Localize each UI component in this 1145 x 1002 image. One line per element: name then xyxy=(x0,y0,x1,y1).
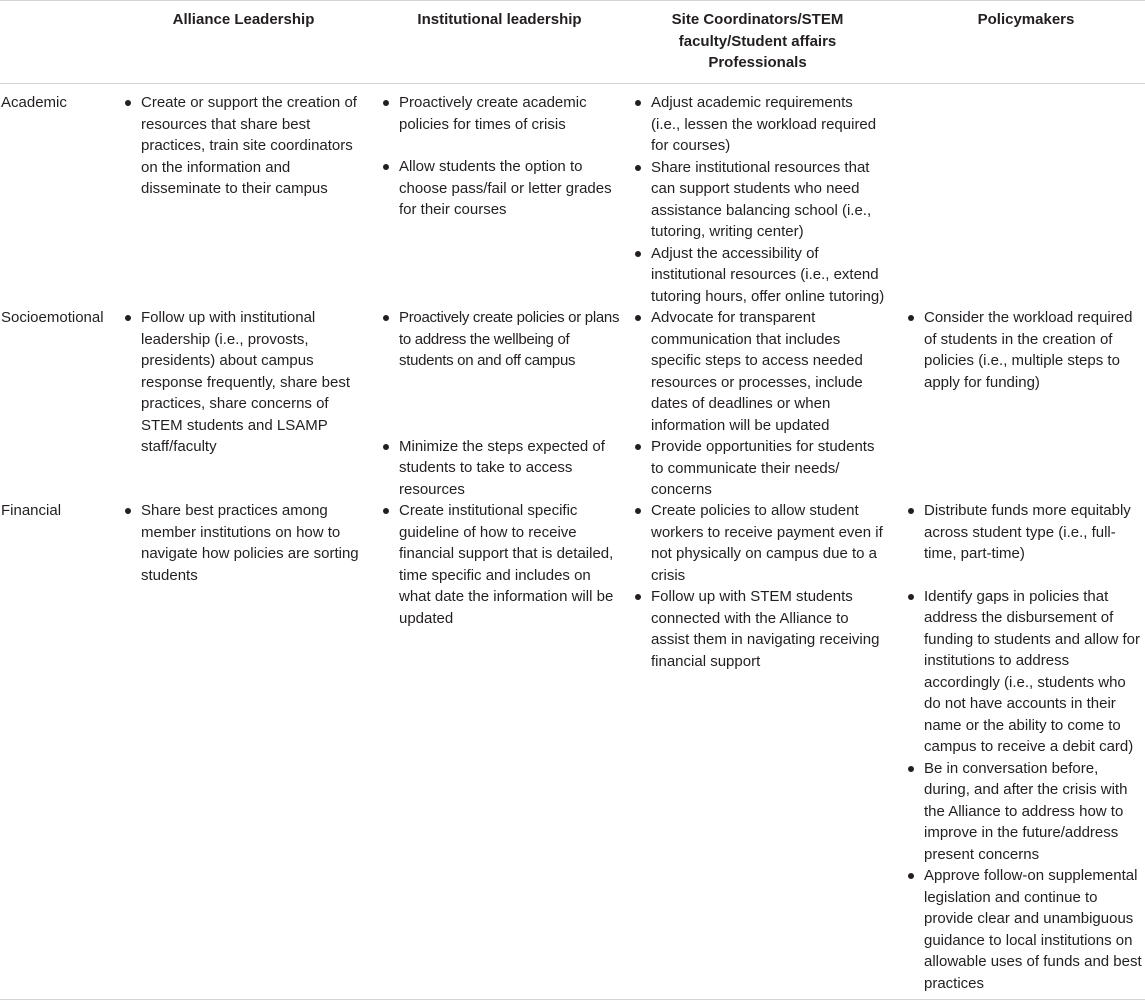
list-item: Proactively create academic policies for times of crisis xyxy=(382,92,622,135)
cell-academic-institutional xyxy=(382,92,622,221)
list-item: Share institutional resources that can support students who need assistance balancing school (i.e., tutoring, writing center) xyxy=(634,157,892,243)
cell-financial-alliance xyxy=(124,500,369,586)
cell-financial-site xyxy=(634,500,884,672)
header-alliance-leadership: Alliance Leadership xyxy=(172,11,315,28)
cell-academic-alliance xyxy=(124,92,369,200)
list-item: Be in conversation before, during, and after the crisis with the Alliance to address how to improve in the future/address present concerns xyxy=(907,758,1145,866)
header-institutional-leadership: Institutional leadership xyxy=(417,11,582,28)
header-site-coordinators: Site Coordinators/STEM faculty/Student affairs Professionals xyxy=(671,11,844,71)
list-item: Approve follow-on supplemental legislation and continue to provide clear and unambiguous guidance to local institutions on allowable uses of funds and best practices xyxy=(907,865,1145,994)
list-item: Adjust academic requirements (i.e., lessen the workload required for courses) xyxy=(634,92,892,157)
list-item: Proactively create policies or plans to address the wellbeing of students on and off campus xyxy=(382,307,624,372)
cell-socioemotional-alliance xyxy=(124,307,369,458)
list-item: Minimize the steps expected of students to take to access resources xyxy=(382,436,624,501)
list-item: Create or support the creation of resources that share best practices, train site coordinators on the information and disseminate to their campus xyxy=(124,92,369,200)
list-item: Consider the workload required of students in the creation of policies (i.e., multiple steps to apply for funding) xyxy=(907,307,1145,393)
list-item: Identify gaps in policies that address the disbursement of funding to students and allow for institutions to address accordingly (i.e., students who do not have accounts in their name or the ability to come to campus to receive a debit card) xyxy=(907,586,1145,758)
cell-financial-institutional xyxy=(382,500,624,629)
list-item: Follow up with STEM students connected with the Alliance to assist them in navigating receiving financial support xyxy=(634,586,884,672)
list-item: Create policies to allow student workers to receive payment even if not physically on campus due to a crisis xyxy=(634,500,884,586)
list-item: Follow up with institutional leadership (i.e., provosts, presidents) about campus response frequently, share best practices, share concerns of STEM students and LSAMP staff/faculty xyxy=(124,307,369,458)
list-item: Adjust the accessibility of institutional resources (i.e., extend tutoring hours, offer online tutoring) xyxy=(634,243,892,308)
header-policymakers: Policymakers xyxy=(977,11,1075,28)
list-item: Share best practices among member institutions on how to navigate how policies are sorting students xyxy=(124,500,369,586)
cell-academic-site xyxy=(634,92,892,307)
list-item: Distribute funds more equitably across student type (i.e., full-time, part-time) xyxy=(907,500,1145,565)
header-rule xyxy=(0,83,1145,84)
table-bottom-rule xyxy=(0,999,1145,1000)
cell-financial-policy xyxy=(907,500,1145,994)
row-label-academic: Academic xyxy=(1,94,67,111)
list-item: Provide opportunities for students to communicate their needs/ concerns xyxy=(634,436,879,501)
cell-socioemotional-site xyxy=(634,307,879,501)
table-top-rule xyxy=(0,0,1145,1)
cell-socioemotional-institutional xyxy=(382,307,624,500)
list-item: Allow students the option to choose pass/fail or letter grades for their courses xyxy=(382,156,622,221)
cell-socioemotional-policy xyxy=(907,307,1145,393)
row-label-financial: Financial xyxy=(1,502,62,519)
row-label-socioemotional: Socioemotional xyxy=(1,309,104,326)
list-item: Advocate for transparent communication that includes specific steps to access needed resources or processes, include dates of deadlines or when information will be updated xyxy=(634,307,879,436)
list-item: Create institutional specific guideline of how to receive financial support that is detailed, time specific and includes on what date the information will be updated xyxy=(382,500,624,629)
